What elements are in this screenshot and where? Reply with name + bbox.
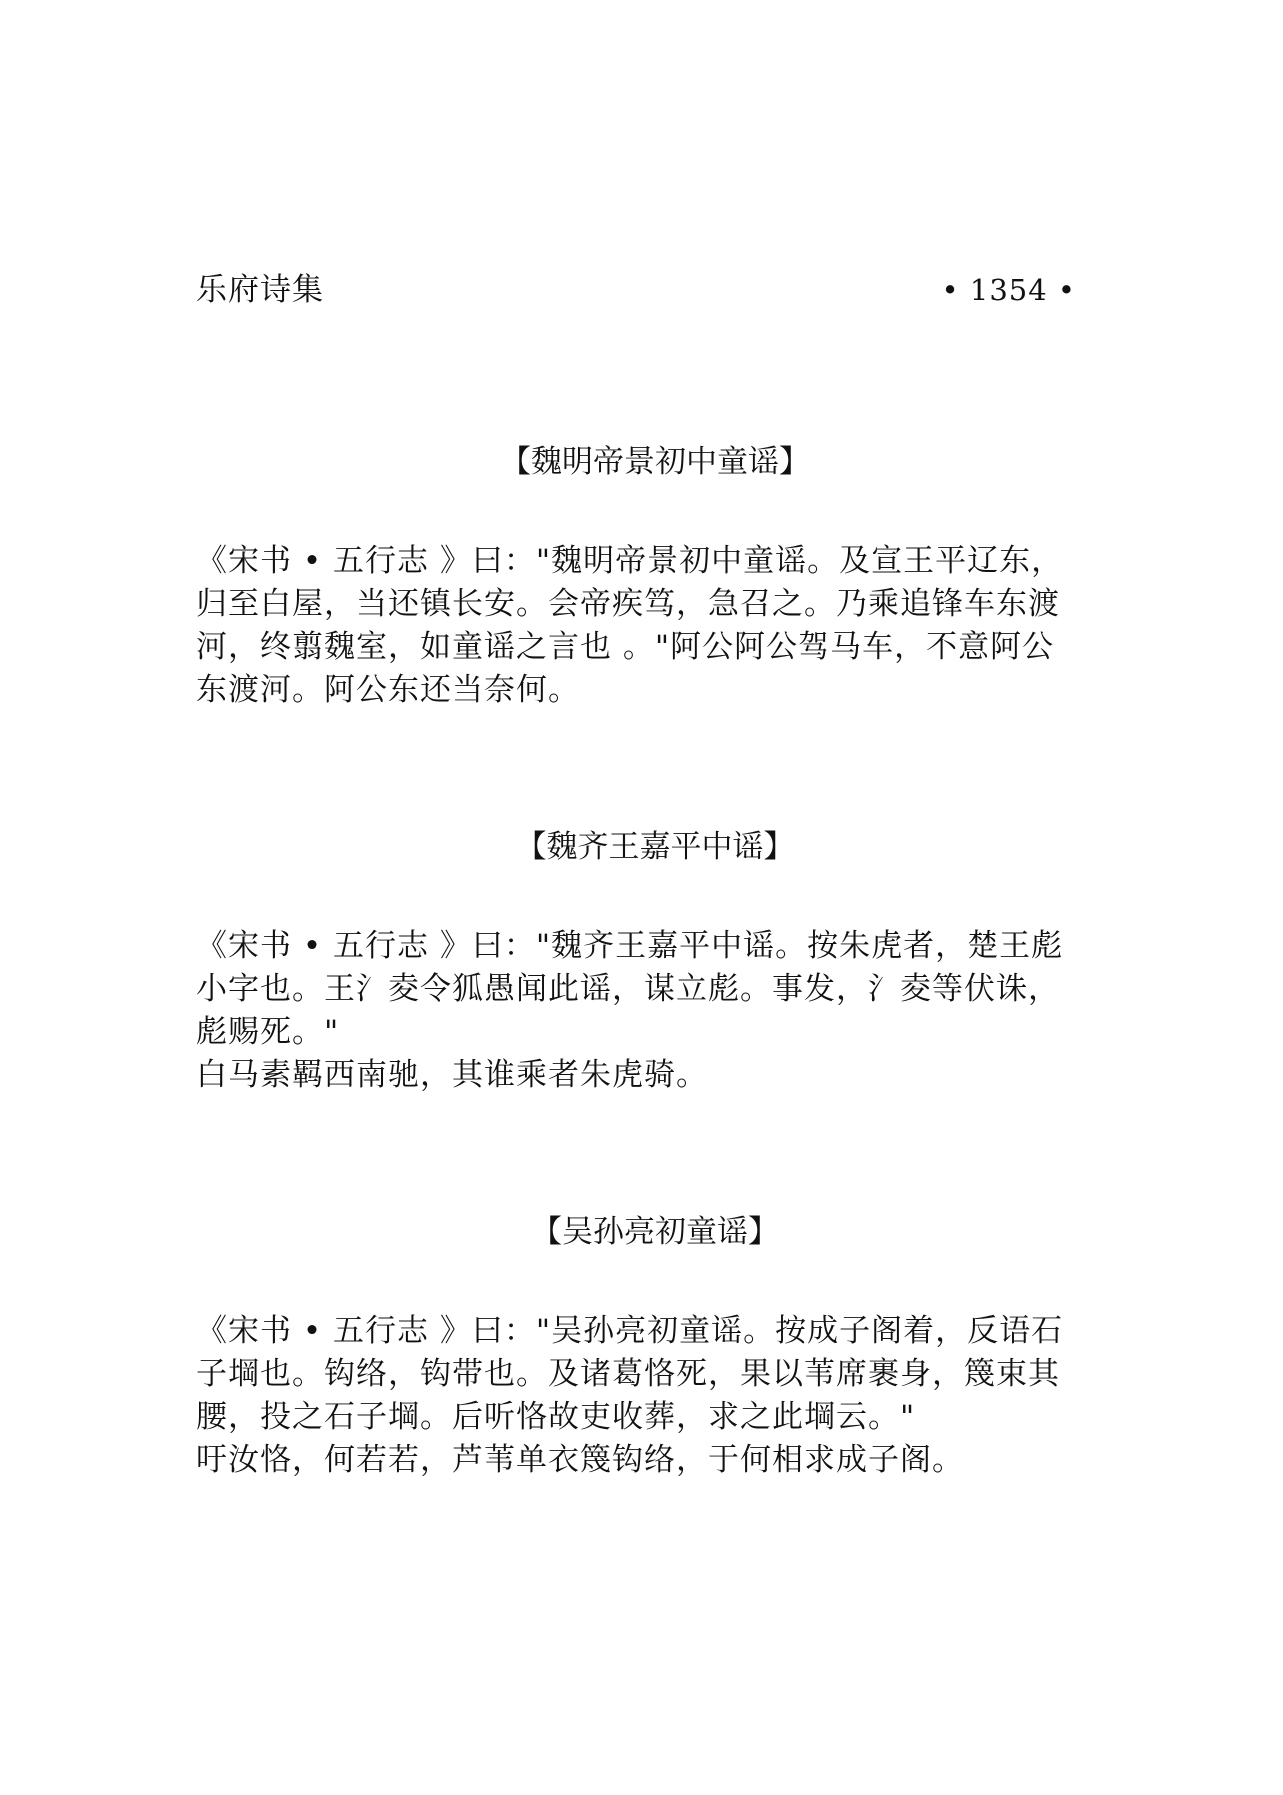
section-title: 【魏明帝景初中童谣】: [500, 444, 810, 480]
section-body: [196, 1310, 1084, 1482]
section-paragraph: 《宋书 • 五行志 》曰："魏明帝景初中童谣。及宣王平辽东，归至白屋，当还镇长安。会帝疾笃，急召之。乃乘追锋车东渡河，终翦魏室，如童谣之言也 。"阿公阿公驾马车，不意阿公东渡河。阿公东还当奈何。: [196, 543, 1064, 708]
section-verse: 吁汝恪，何若若，芦苇单衣篾钩络，于何相求成子阁。: [196, 1442, 964, 1478]
section-title: 【魏齐王嘉平中谣】: [515, 829, 795, 865]
section-body: [196, 540, 1084, 712]
section-wu-sunliang: [196, 1210, 1084, 1482]
section-paragraph: 《宋书 • 五行志 》曰："魏齐王嘉平中谣。按朱虎者，楚王彪小字也。王氵夌令狐愚闻此谣，谋立彪。事发，氵夌等伏诛，彪赐死。": [196, 928, 1064, 1050]
section-body: [196, 925, 1084, 1097]
section-wei-mingdi: [196, 440, 1084, 712]
book-title: 乐府诗集: [196, 272, 324, 308]
section-paragraph: 《宋书 • 五行志 》曰："吴孙亮初童谣。按成子阁着，反语石子堈也。钩络，钩带也。及诸葛恪死，果以苇席裹身，篾束其腰，投之石子堈。后听恪故吏收葬，求之此堈云。": [196, 1313, 1064, 1435]
section-title: 【吴孙亮初童谣】: [531, 1214, 779, 1250]
section-verse: 白马素羁西南驰，其谁乘者朱虎骑。: [196, 1057, 708, 1093]
page-number: • 1354 •: [941, 273, 1076, 307]
section-wei-qiwang: [196, 825, 1084, 1097]
running-head: [196, 268, 1076, 312]
